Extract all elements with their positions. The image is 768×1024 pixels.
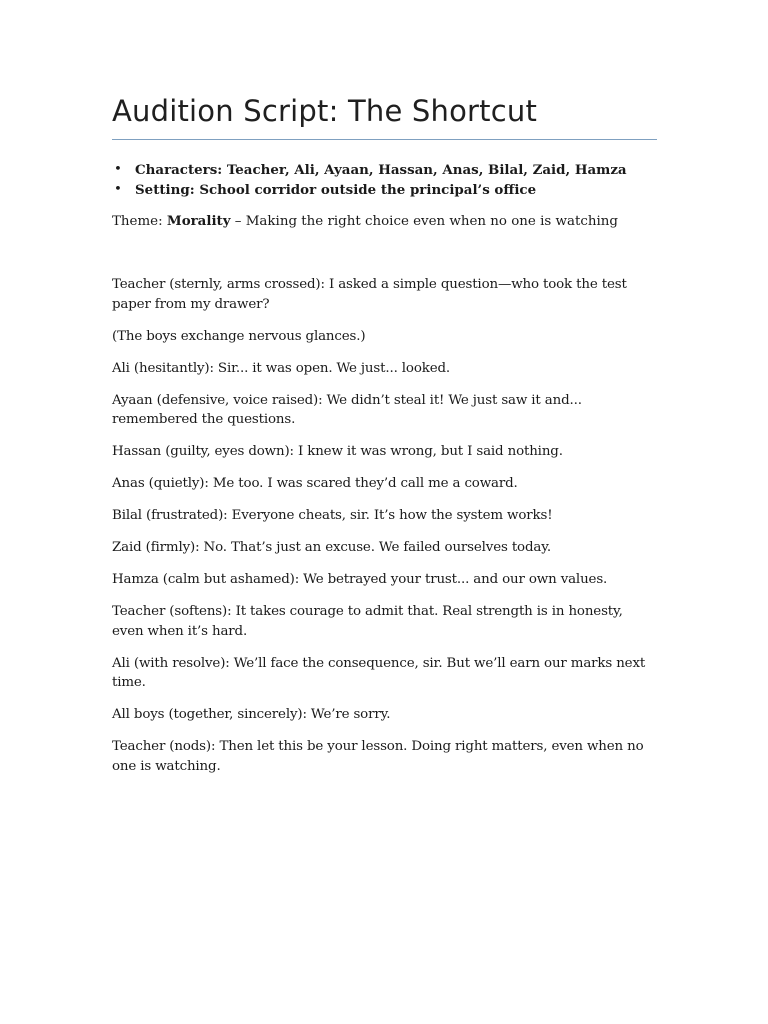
dialogue-line: Bilal (frustrated): Everyone cheats, sir. It’s how the system works! <box>112 508 553 524</box>
dialogue-line: Ali (with resolve): We’ll face the consequence, sir. But we’ll earn our marks next time. <box>112 655 646 691</box>
dialogue-line: Zaid (firmly): No. That’s just an excuse. We failed ourselves today. <box>112 540 551 556</box>
dialogue-line: All boys (together, sincerely): We’re sorry. <box>112 707 391 723</box>
dialogue-line: Hassan (guilty, eyes down): I knew it was wrong, but I said nothing. <box>112 444 563 460</box>
dialogue-line: Hamza (calm but ashamed): We betrayed your trust... and our own values. <box>112 572 608 588</box>
title-underline <box>112 139 657 140</box>
dialogue-line: Teacher (nods): Then let this be your lesson. Doing right matters, even when no one is watching. <box>112 739 644 774</box>
dialogue-line: Ali (hesitantly): Sir... it was open. We just... looked. <box>112 360 451 376</box>
theme-description: – Making the right choice even when no one is watching <box>230 214 618 229</box>
theme-label: Theme: <box>112 214 167 229</box>
bullet-dot-icon: • <box>114 162 122 177</box>
dialogue-line: Anas (quietly): Me too. I was scared they’d call me a coward. <box>112 476 518 492</box>
bullet-characters-text: Characters: Teacher, Ali, Ayaan, Hassan, Anas, Bilal, Zaid, Hamza <box>135 162 627 178</box>
bullet-setting <box>112 180 657 200</box>
dialogue-line: Teacher (softens): It takes courage to admit that. Real strength is in honesty, even when it’s hard. <box>112 604 623 639</box>
dialogue-line: Teacher (sternly, arms crossed): I asked a simple question—who took the test paper from my drawer? <box>112 277 627 312</box>
bullet-setting-text: Setting: School corridor outside the principal’s office <box>135 182 537 198</box>
script-dialogue <box>112 275 657 789</box>
info-bullet-list <box>112 160 657 200</box>
dialogue-line: Ayaan (defensive, voice raised): We didn’t steal it! We just saw it and... remembered the questions. <box>112 392 582 428</box>
bullet-characters <box>112 160 657 180</box>
document-title: Audition Script: The Shortcut <box>112 94 538 128</box>
theme-line <box>112 211 618 232</box>
bullet-dot-icon: • <box>114 182 122 197</box>
stage-direction: (The boys exchange nervous glances.) <box>112 328 366 344</box>
theme-keyword: Morality <box>166 213 231 229</box>
